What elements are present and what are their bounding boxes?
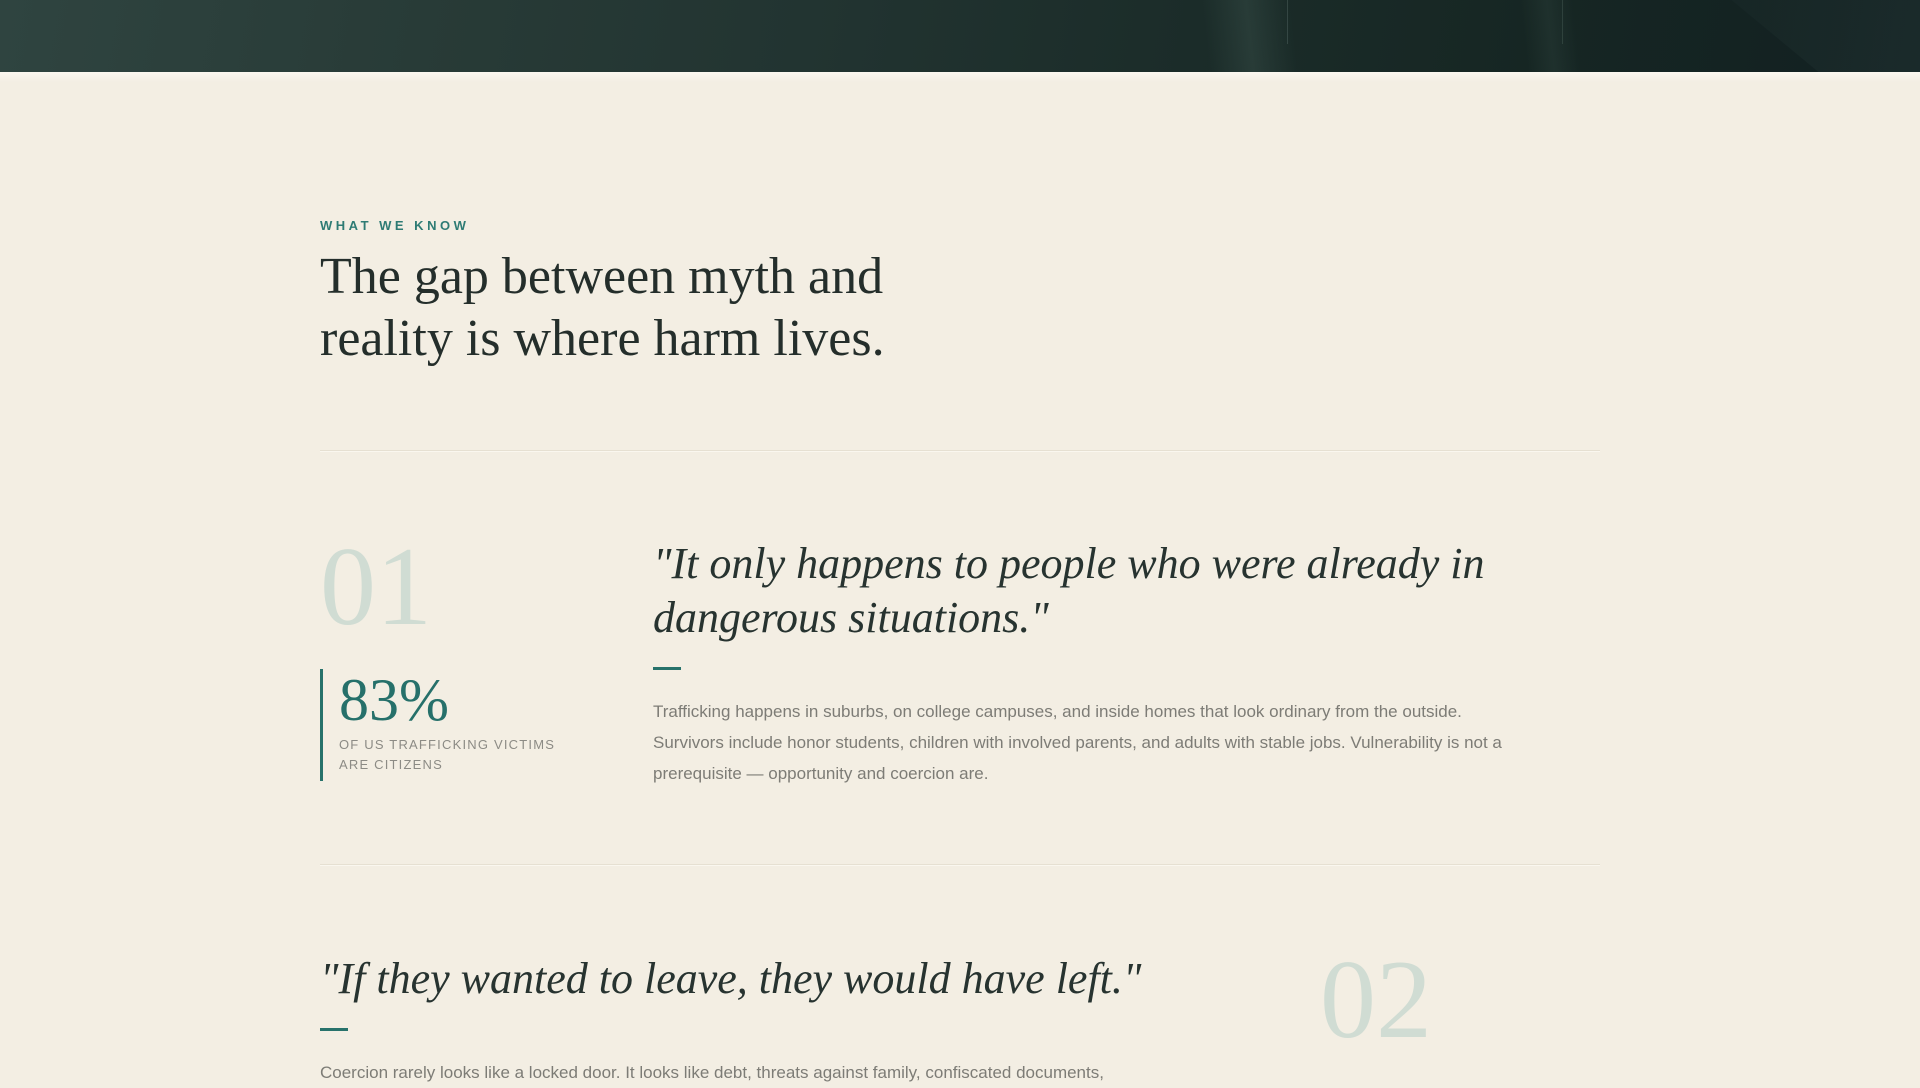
section-divider [320, 450, 1600, 452]
myth-quote: "It only happens to people who were already in dangerous situations." [653, 539, 1485, 642]
myth-number: 01 [320, 525, 432, 649]
myth-2-number-column [1320, 938, 1600, 1088]
page-heading: The gap between myth and reality is where harm lives. [320, 248, 885, 367]
eyebrow-label: WHAT WE KNOW [320, 218, 470, 233]
stat-block [320, 669, 653, 781]
band-vertical-line [1287, 0, 1288, 44]
band-highlight-streak [1109, 0, 1390, 72]
band-bottom-fade [0, 72, 1920, 82]
band-highlight-streak-secondary [1446, 0, 1655, 72]
stat-value: 83% [339, 667, 449, 733]
myth-body: Trafficking happens in suburbs, on college campuses, and inside homes that look ordinary from the outside. Survivors include honor students, children with involved parents, and adults with stable jobs. Vulnerability is not a prerequisite — opportunity and coercion are. [653, 702, 1502, 783]
stat-caption: OF US TRAFFICKING VICTIMS ARE CITIZENS [339, 737, 556, 772]
myth-section-2 [320, 938, 1600, 1088]
myth-body: Coercion rarely looks like a locked door. It looks like debt, threats against family, confiscated documents, [320, 1063, 1104, 1082]
intro-section [320, 82, 1600, 370]
myth-section-1 [320, 525, 1600, 789]
quote-accent-rule [320, 1028, 348, 1031]
band-vertical-line [1562, 0, 1563, 44]
header-band [0, 0, 1920, 72]
myth-1-text-column [653, 537, 1523, 789]
myth-number: 02 [1320, 938, 1432, 1062]
myth-1-number-column [320, 525, 653, 789]
quote-accent-rule [653, 667, 681, 670]
section-divider [320, 864, 1600, 866]
myth-quote: "If they wanted to leave, they would have left." [320, 954, 1142, 1003]
myth-2-text-column [320, 952, 1220, 1088]
content-container [320, 82, 1600, 1088]
band-corner-panel [1630, 0, 1920, 72]
